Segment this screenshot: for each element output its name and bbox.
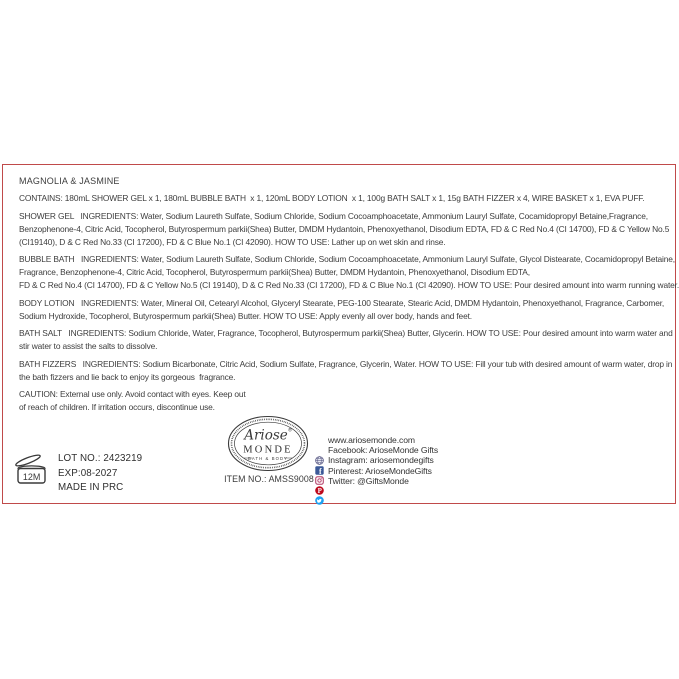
scent-title: MAGNOLIA & JASMINE bbox=[19, 176, 120, 186]
period-after-opening-icon bbox=[15, 454, 53, 492]
ingredients-shower-gel bbox=[19, 210, 670, 249]
logo-registered-mark: ® bbox=[287, 427, 293, 434]
text-line: SHOWER GEL INGREDIENTS: Water, Sodium Laureth Sulfate, Sodium Chloride, Sodium Cocoamphoacetate, Ammonium Lauryl Sulfate, Cocamidopropyl Betaine,Fragrance, bbox=[19, 210, 648, 221]
website-url: www.ariosemonde.com bbox=[328, 435, 415, 446]
text-line: BODY LOTION INGREDIENTS: Water, Mineral Oil, Cetearyl Alcohol, Glyceryl Stearate, PEG-100 Stearate, Stearic Acid, DMDM Hydantoin, Phenoxyethanol, Fragrance, Carbomer, bbox=[19, 297, 665, 308]
text-line: stir water to assist the salts to dissolve. bbox=[19, 341, 158, 351]
lot-number: LOT NO.: 2423219 bbox=[58, 453, 143, 464]
text-line: FD & C Red No.4 (CI 14700), FD & C Yellow No.5 (CI 19140), D & C Red No.33 (CI 17200), FD & C Blue No.1 (CI 42090). HOW TO USE: Pour desired amount into warm running water. bbox=[19, 280, 679, 290]
text-line: Fragrance, Benzophenone-4, Citric Acid, Tocopherol, Butyrospermum parkii(Shea) Butter, DMDM Hydantoin, Phenoxyethanol, Disodium EDTA, bbox=[19, 267, 530, 277]
text-line: BUBBLE BATH INGREDIENTS: Water, Sodium Laureth Sulfate, Sodium Chloride, Sodium Cocoamphoacetate, Ammonium Lauryl Sulfate, Glycol Distearate, Cocamidopropyl Betaine, bbox=[19, 254, 675, 264]
text-line: of reach of children. If irritation occurs, discontinue use. bbox=[19, 402, 215, 412]
facebook-handle: Facebook: ArioseMonde Gifts bbox=[328, 445, 439, 456]
label-text-column bbox=[3, 165, 679, 414]
item-number: ITEM NO.: AMSS9008 bbox=[224, 474, 314, 484]
text-line: Sodium Hydroxide, Tocopherol, Butyrospermum parkii(Shea) Butter. HOW TO USE: Apply evenly all over body, hands and feet. bbox=[19, 310, 472, 321]
logo-script-name: Ariose bbox=[244, 427, 288, 444]
pinterest-handle: Pinterest: ArioseMondeGifts bbox=[328, 465, 432, 476]
text-line: BATH SALT INGREDIENTS: Sodium Chloride, Water, Fragrance, Tocopherol, Butyrospermum parkii(Shea) Butter, Glycerin. HOW TO USE: Pour desired amount into warm water and bbox=[19, 328, 673, 338]
ingredients-bath-salt bbox=[19, 327, 673, 353]
text-line: CAUTION: External use only. Avoid contact with eyes. Keep out bbox=[19, 389, 246, 399]
made-in: MADE IN PRC bbox=[58, 482, 124, 494]
facebook-icon bbox=[315, 446, 324, 475]
instagram-handle: Instagram: ariosemondegifts bbox=[328, 455, 434, 466]
social-links-block bbox=[315, 435, 439, 496]
instagram-row bbox=[315, 455, 438, 465]
pinterest-glyph: P bbox=[317, 487, 322, 496]
twitter-row bbox=[315, 476, 438, 486]
pinterest-icon bbox=[315, 466, 324, 496]
brand-logo bbox=[227, 415, 309, 477]
ingredients-bubble-bath bbox=[19, 253, 679, 292]
logo-tagline: BATH & BODY bbox=[248, 456, 288, 461]
logo-brand-name: MONDE bbox=[243, 444, 293, 456]
pao-duration-label: 12M bbox=[22, 472, 41, 482]
expiry-date: EXP:08-2027 bbox=[58, 467, 118, 479]
text-line: the bath fizzers and lie back to enjoy its gorgeous fragrance. bbox=[19, 371, 236, 382]
twitter-icon bbox=[315, 476, 324, 485]
contains-line: CONTAINS: 180mL SHOWER GEL x 1, 180mL BUBBLE BATH x 1, 120mL BODY LOTION x 1, 100g BATH SALT x 1, 15g BATH FIZZER x 4, WIRE BASKET x 1, EVA PUFF. bbox=[19, 193, 645, 203]
website-row bbox=[315, 435, 438, 445]
ingredients-bath-fizzers bbox=[19, 358, 673, 384]
product-back-label bbox=[2, 164, 679, 504]
instagram-icon bbox=[315, 456, 324, 465]
ingredients-body-lotion bbox=[19, 297, 663, 323]
globe-icon bbox=[315, 436, 324, 445]
caution-text bbox=[19, 388, 663, 414]
text-line: BATH FIZZERS INGREDIENTS: Sodium Bicarbonate, Citric Acid, Sodium Sulfate, Fragrance, Glycerin, Water. HOW TO USE: Fill your tub with desired amount of warm water, drop in bbox=[19, 358, 673, 369]
facebook-glyph: f bbox=[319, 466, 322, 475]
lot-info-block bbox=[58, 452, 142, 496]
twitter-handle: Twitter: @GiftsMonde bbox=[328, 475, 409, 486]
text-line: (CI19140), D & C Red No.33 (CI 17200), FD & C Blue No.1 (CI 42090). HOW TO USE: Lather up on wet skin and rinse. bbox=[19, 236, 446, 247]
text-line: Benzophenone-4, Citric Acid, Tocopherol, Butyrospermum parkii(Shea) Butter, DMDM Hydantoin, Phenoxyethanol, Disodium EDTA, FD & C Red No.4 (CI 14700), FD & C Yellow No.5 bbox=[19, 223, 670, 234]
